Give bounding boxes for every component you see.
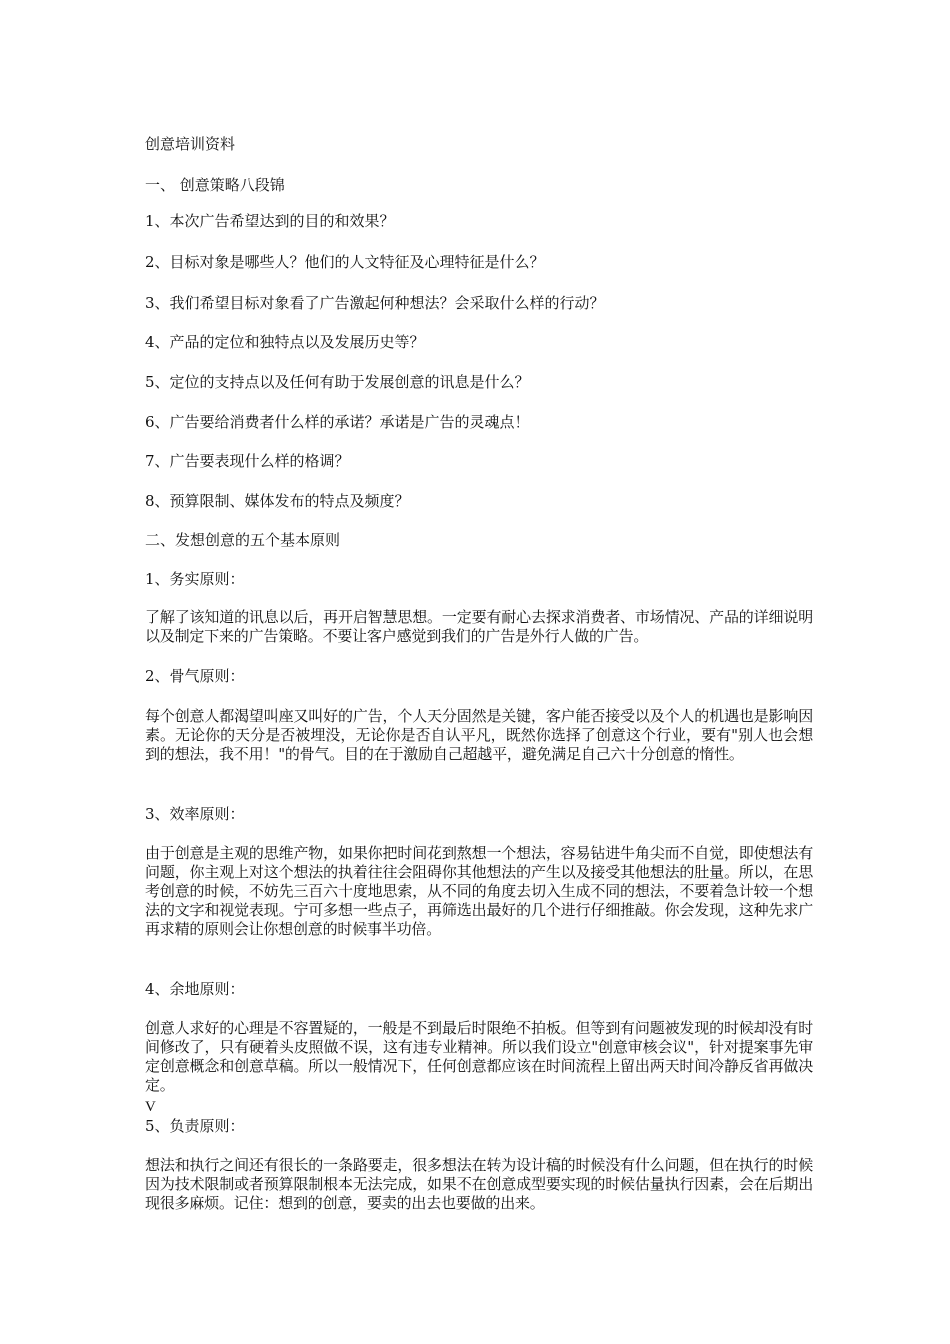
principle-body: 创意人求好的心理是不容置疑的，一般是不到最后时限绝不拍板。但等到有问题被发现的时候却没有时间修改了，只有硬着头皮照做不误，这有违专业精神。所以我们设立"创意审核会议"，针对提案事先审定创意概念和创意草稿。所以一般情况下，任何创意都应该在时间流程上留出两天时间冷静反省再做决定。 [145, 1019, 813, 1094]
stray-mark: V [145, 1099, 156, 1115]
principle-body: 想法和执行之间还有很长的一条路要走，很多想法在转为设计稿的时候没有什么问题，但在执行的时候因为技术限制或者预算限制根本无法完成，如果不在创意成型要实现的时候估量执行因素，会在后期出现很多麻烦。记住：想到的创意，要卖的出去也要做的出来。 [145, 1156, 813, 1212]
strategy-item: 8、预算限制、媒体发布的特点及频度？ [145, 492, 410, 510]
principle-body: 每个创意人都渴望叫座又叫好的广告，个人天分固然是关键，客户能否接受以及个人的机遇也是影响因素。无论你的天分是否被埋没，无论你是否自认平凡，既然你选择了创意这个行业，要有"别人也会想到的想法，我不用！"的骨气。目的在于激励自己超越平，避免满足自己六十分创意的惰性。 [145, 707, 813, 763]
strategy-item: 5、定位的支持点以及任何有助于发展创意的讯息是什么？ [145, 373, 530, 391]
principle-body: 由于创意是主观的思维产物，如果你把时间花到熬想一个想法，容易钻进牛角尖而不自觉，即使想法有问题，你主观上对这个想法的执着往往会阻碍你其他想法的产生以及接受其他想法的肚量。所以，在思考创意的时候，不妨先三百六十度地思索，从不同的角度去切入生成不同的想法，不要着急计较一个想法的文字和视觉表现。宁可多想一些点子，再筛选出最好的几个进行仔细推敲。你会发现，这种先求广再求精的原则会让你想创意的时候事半功倍。 [145, 844, 813, 938]
document-title: 创意培训资料 [145, 135, 236, 153]
strategy-item: 1、本次广告希望达到的目的和效果？ [145, 212, 395, 230]
strategy-item: 3、我们希望目标对象看了广告激起何种想法？会采取什么样的行动？ [145, 294, 605, 312]
strategy-item: 6、广告要给消费者什么样的承诺？承诺是广告的灵魂点！ [145, 413, 530, 431]
principle-title: 4、余地原则： [145, 980, 245, 998]
principle-title: 2、骨气原则： [145, 667, 245, 685]
section2-heading: 二、发想创意的五个基本原则 [145, 531, 341, 549]
strategy-item: 4、产品的定位和独特点以及发展历史等？ [145, 333, 425, 351]
principle-title: 5、负责原则： [145, 1117, 245, 1135]
strategy-item: 2、目标对象是哪些人？他们的人文特征及心理特征是什么？ [145, 253, 545, 271]
section1-heading: 一、 创意策略八段锦 [145, 176, 285, 194]
strategy-item: 7、广告要表现什么样的格调？ [145, 452, 350, 470]
principle-title: 3、效率原则： [145, 805, 245, 823]
principle-title: 1、务实原则： [145, 570, 245, 588]
principle-body: 了解了该知道的讯息以后，再开启智慧思想。一定要有耐心去探求消费者、市场情况、产品的详细说明以及制定下来的广告策略。不要让客户感觉到我们的广告是外行人做的广告。 [145, 608, 813, 645]
